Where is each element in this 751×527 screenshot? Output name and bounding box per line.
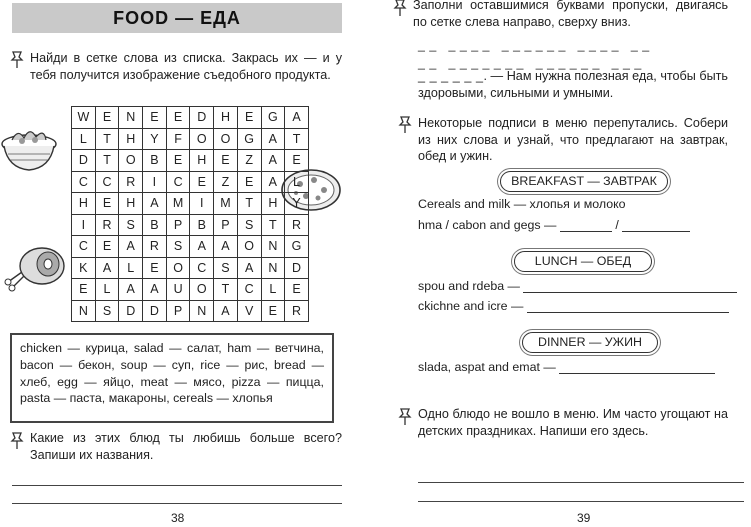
grid-cell[interactable]: Y — [143, 128, 167, 150]
grid-cell[interactable]: T — [95, 128, 119, 150]
grid-cell[interactable]: C — [237, 279, 261, 301]
grid-cell[interactable]: L — [285, 171, 309, 193]
salad-bowl-icon — [0, 124, 58, 174]
grid-cell[interactable]: A — [143, 193, 167, 215]
grid-row — [72, 193, 309, 215]
grid-cell[interactable]: D — [72, 150, 96, 172]
breakfast-answer-1[interactable] — [560, 220, 612, 232]
grid-cell[interactable]: F — [166, 128, 190, 150]
grid-row — [72, 300, 309, 322]
grid-row — [72, 279, 309, 301]
grid-cell[interactable]: C — [72, 171, 96, 193]
grid-cell[interactable]: O — [214, 128, 238, 150]
grid-cell[interactable]: N — [190, 300, 214, 322]
grid-cell[interactable]: O — [119, 150, 143, 172]
grid-cell[interactable]: D — [190, 107, 214, 129]
grid-cell[interactable]: V — [237, 300, 261, 322]
grid-cell[interactable]: H — [261, 193, 285, 215]
breakfast-row — [418, 218, 748, 232]
grid-cell[interactable]: C — [72, 236, 96, 258]
grid-row — [72, 107, 309, 129]
grid-cell[interactable]: R — [95, 214, 119, 236]
grid-cell[interactable]: S — [237, 214, 261, 236]
grid-cell[interactable]: E — [190, 171, 214, 193]
grid-row — [72, 257, 309, 279]
grid-cell[interactable]: E — [95, 193, 119, 215]
grid-cell[interactable]: A — [285, 107, 309, 129]
breakfast-example: Cereals and milk — хлопья и молоко — [418, 197, 626, 211]
answer-line[interactable] — [12, 485, 342, 486]
grid-cell[interactable]: A — [214, 300, 238, 322]
dinner-label: DINNER — УЖИН — [522, 332, 658, 353]
grid-cell[interactable]: Z — [237, 150, 261, 172]
grid-cell[interactable]: B — [143, 214, 167, 236]
grid-cell[interactable]: P — [166, 214, 190, 236]
grid-cell[interactable]: E — [95, 236, 119, 258]
task-menu-words: Некоторые подписи в меню перепутались. Собери из них слова и узнай, что предлагают на завтрак, обед и ужин. — [418, 116, 728, 163]
ham-icon — [2, 244, 68, 292]
page-title: FOOD — ЕДА — [12, 3, 342, 33]
grid-cell[interactable]: W — [72, 107, 96, 129]
slash-separator: / — [615, 218, 619, 232]
grid-cell[interactable]: L — [95, 279, 119, 301]
letter-blanks-row[interactable]: _ _ _ _ _ _ _ _ _ _ _ _ _ _ _ _ _ _ — [418, 38, 650, 52]
grid-cell[interactable]: Z — [214, 171, 238, 193]
grid-cell[interactable]: B — [190, 214, 214, 236]
grid-row — [72, 171, 309, 193]
grid-cell[interactable]: L — [119, 257, 143, 279]
grid-cell[interactable]: O — [190, 279, 214, 301]
grid-cell[interactable]: A — [261, 171, 285, 193]
task-fill-gaps-continuation — [418, 68, 728, 101]
word-list-box — [10, 333, 334, 423]
grid-cell[interactable]: I — [72, 214, 96, 236]
grid-cell[interactable]: S — [119, 214, 143, 236]
grid-cell[interactable]: O — [237, 236, 261, 258]
breakfast-label: BREAKFAST — ЗАВТРАК — [500, 171, 668, 192]
grid-cell[interactable]: E — [95, 107, 119, 129]
task-party-dish: Одно блюдо не вошло в меню. Им часто угощают на детских праздниках. Напиши его здесь. — [418, 407, 728, 438]
grid-cell[interactable]: T — [285, 128, 309, 150]
lunch-answer-1[interactable] — [523, 281, 737, 293]
grid-cell[interactable]: E — [143, 257, 167, 279]
dinner-answer[interactable] — [559, 362, 715, 374]
task-find-words: Найди в сетке слова из списка. Закрась их — и у тебя получится изображение съедобного продукта. — [30, 51, 342, 82]
grid-cell[interactable]: E — [285, 150, 309, 172]
grid-cell[interactable]: N — [261, 257, 285, 279]
dinner-row — [418, 360, 748, 374]
grid-cell[interactable]: I — [190, 193, 214, 215]
grid-cell[interactable]: M — [166, 193, 190, 215]
grid-cell[interactable]: Y — [285, 193, 309, 215]
grid-cell[interactable]: E — [166, 150, 190, 172]
grid-cell[interactable]: H — [190, 150, 214, 172]
grid-cell[interactable]: A — [261, 128, 285, 150]
grid-cell[interactable]: D — [285, 257, 309, 279]
grid-cell[interactable]: S — [95, 300, 119, 322]
grid-cell[interactable]: S — [166, 236, 190, 258]
grid-cell[interactable]: C — [190, 257, 214, 279]
grid-row — [72, 128, 309, 150]
grid-cell[interactable]: E — [72, 279, 96, 301]
grid-cell[interactable]: E — [261, 300, 285, 322]
lunch-answer-2[interactable] — [527, 301, 729, 313]
grid-cell[interactable]: R — [285, 214, 309, 236]
task-favorite-dishes: Какие из этих блюд ты любишь больше всего? Запиши их названия. — [30, 431, 342, 462]
grid-cell[interactable]: A — [95, 257, 119, 279]
grid-cell[interactable]: E — [237, 107, 261, 129]
grid-cell[interactable]: N — [72, 300, 96, 322]
grid-cell[interactable]: T — [261, 214, 285, 236]
page-number: 39 — [577, 511, 591, 525]
grid-cell[interactable]: H — [119, 128, 143, 150]
grid-cell[interactable]: T — [214, 279, 238, 301]
answer-line[interactable] — [418, 501, 744, 502]
sentence-end: . — Нам нужна полезная еда, чтобы быть здоровыми, сильными и умными. — [418, 69, 728, 100]
grid-cell[interactable]: E — [285, 279, 309, 301]
dinner-scrambled: slada, aspat and emat — — [418, 360, 556, 374]
letter-blanks-row[interactable]: _ _ _ _ _ _ — [418, 69, 484, 83]
grid-cell[interactable]: G — [285, 236, 309, 258]
grid-cell[interactable]: L — [261, 279, 285, 301]
word-list: chicken — курица, salad — салат, ham — ветчина, bacon — бекон, soup — суп, rice — рис, bread — хлеб, egg — яйцо, meat — мясо, pizza — пицца, pasta — паста, макароны, cereals — хлопья — [20, 341, 324, 406]
grid-cell[interactable]: D — [119, 300, 143, 322]
lunch-scrambled-2: ckichne and icre — — [418, 299, 524, 313]
grid-cell[interactable]: A — [261, 150, 285, 172]
breakfast-scrambled: hma / cabon and gegs — — [418, 218, 557, 232]
grid-cell[interactable]: I — [143, 171, 167, 193]
lunch-row-2 — [418, 299, 748, 313]
grid-cell[interactable]: A — [119, 279, 143, 301]
pushpin-icon — [398, 408, 412, 426]
answer-line[interactable] — [418, 482, 744, 483]
grid-cell[interactable]: T — [95, 150, 119, 172]
grid-cell[interactable]: S — [214, 257, 238, 279]
grid-cell[interactable]: A — [237, 257, 261, 279]
letter-blanks-row[interactable]: _ _ _ _ _ _ _ _ _ _ _ _ _ _ _ _ _ _ — [418, 56, 642, 70]
word-search-grid — [71, 106, 309, 322]
pushpin-icon — [10, 432, 24, 450]
grid-cell[interactable]: N — [261, 236, 285, 258]
grid-cell[interactable]: E — [166, 107, 190, 129]
grid-cell[interactable]: P — [166, 300, 190, 322]
grid-cell[interactable]: A — [190, 236, 214, 258]
grid-cell[interactable]: A — [214, 236, 238, 258]
grid-cell[interactable]: R — [143, 236, 167, 258]
grid-cell[interactable]: D — [143, 300, 167, 322]
grid-cell[interactable]: P — [214, 214, 238, 236]
breakfast-answer-2[interactable] — [622, 220, 690, 232]
grid-cell[interactable]: E — [214, 150, 238, 172]
pushpin-icon — [393, 0, 407, 17]
answer-line[interactable] — [12, 503, 342, 504]
lunch-scrambled-1: spou and rdeba — — [418, 279, 520, 293]
grid-cell[interactable]: H — [72, 193, 96, 215]
task-fill-gaps: Заполни оставшимися буквами пропуски, двигаясь по сетке слева направо, сверху вниз. — [413, 0, 728, 29]
grid-cell[interactable]: M — [214, 193, 238, 215]
grid-cell[interactable]: C — [95, 171, 119, 193]
grid-cell[interactable]: O — [166, 257, 190, 279]
pushpin-icon — [10, 51, 24, 69]
grid-cell[interactable]: R — [119, 171, 143, 193]
grid-cell[interactable]: L — [72, 128, 96, 150]
grid-cell[interactable]: H — [119, 193, 143, 215]
grid-cell[interactable]: O — [190, 128, 214, 150]
pushpin-icon — [398, 116, 412, 134]
grid-cell[interactable]: G — [261, 107, 285, 129]
right-page — [376, 0, 751, 527]
grid-cell[interactable]: U — [166, 279, 190, 301]
lunch-label: LUNCH — ОБЕД — [514, 251, 652, 272]
grid-cell[interactable]: E — [143, 107, 167, 129]
page-number: 38 — [171, 511, 185, 525]
grid-cell[interactable]: H — [214, 107, 238, 129]
grid-cell[interactable]: A — [119, 236, 143, 258]
grid-row — [72, 150, 309, 172]
grid-row — [72, 236, 309, 258]
grid-cell[interactable]: C — [166, 171, 190, 193]
grid-cell[interactable]: N — [119, 107, 143, 129]
grid-cell[interactable]: A — [143, 279, 167, 301]
grid-cell[interactable]: R — [285, 300, 309, 322]
grid-cell[interactable]: B — [143, 150, 167, 172]
lunch-row-1 — [418, 279, 748, 293]
grid-cell[interactable]: E — [237, 171, 261, 193]
grid-cell[interactable]: K — [72, 257, 96, 279]
grid-cell[interactable]: T — [237, 193, 261, 215]
grid-row — [72, 214, 309, 236]
grid-cell[interactable]: G — [237, 128, 261, 150]
